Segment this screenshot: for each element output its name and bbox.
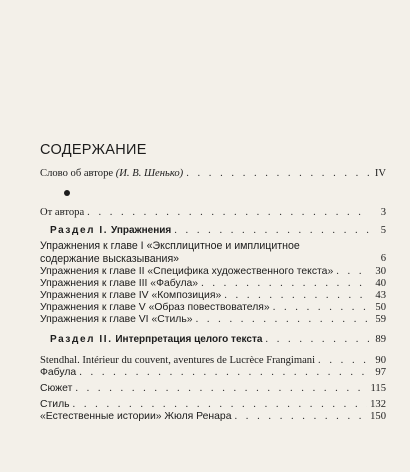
toc-entry-from-author <box>40 207 386 219</box>
page-number: 97 <box>375 367 386 378</box>
toc-section-1 <box>40 225 386 237</box>
page-number: 150 <box>370 411 386 422</box>
toc-entry-chapter-3 <box>40 278 386 290</box>
page-number: 132 <box>370 399 386 410</box>
page-number: 3 <box>380 207 386 218</box>
toc-entry-label: Сюжет <box>40 383 73 394</box>
toc-entry-label: Упражнения к главе IV «Композиция» <box>40 290 222 301</box>
page-number: 43 <box>375 290 386 301</box>
toc-entry-stil <box>40 399 386 411</box>
leader-dots <box>75 383 367 395</box>
preface-label-italic: (И. В. Шенько) <box>115 168 184 179</box>
toc-title: СОДЕРЖАНИЕ <box>40 142 147 158</box>
page-number: 6 <box>380 252 386 264</box>
leader-dots <box>265 334 369 346</box>
page-number: 30 <box>375 266 386 277</box>
section-label <box>50 225 171 237</box>
toc-entry-stendhal <box>40 355 386 367</box>
toc-entry-label: Стиль <box>40 399 70 410</box>
page-number: 115 <box>370 383 386 394</box>
leader-dots <box>318 355 369 367</box>
leader-dots <box>235 411 368 423</box>
toc-entry-chapter-6 <box>40 314 386 326</box>
toc-entry-label: «Естественные истории» Жюля Ренара <box>40 411 232 422</box>
leader-dots <box>201 278 369 290</box>
leader-dots <box>336 266 369 278</box>
page-number: 59 <box>375 314 386 325</box>
bullet-dot <box>64 190 70 196</box>
section-label <box>50 334 262 346</box>
leader-dots <box>186 168 369 180</box>
page-number: IV <box>374 168 386 179</box>
leader-dots <box>79 367 369 379</box>
toc-entry-label: Упражнения к главе II «Специфика художественного текста» <box>40 266 334 277</box>
section-title: Упражнения <box>110 225 172 236</box>
page-number: 50 <box>375 302 386 313</box>
section-number: Раздел I. <box>50 225 109 236</box>
toc-entry-label: Упражнения к главе I «Эксплицитное и имплицитное содержание высказывания» <box>40 240 300 265</box>
toc-entry-fabula <box>40 367 386 379</box>
toc-entry-renard <box>40 411 386 423</box>
page-number: 5 <box>380 225 386 236</box>
toc-entry-label: От автора <box>40 207 85 218</box>
leader-dots <box>73 399 368 411</box>
toc-entry-chapter-2 <box>40 266 386 278</box>
section-title: Интерпретация целого текста <box>115 334 263 345</box>
toc-entry-label: Фабула <box>40 367 77 378</box>
toc-entry-label: Упражнения к главе V «Образ повествователя» <box>40 302 270 313</box>
page-number: 90 <box>375 355 386 366</box>
toc-entry-syuzhet <box>40 383 386 395</box>
section-number: Раздел II. <box>50 334 113 345</box>
preface-label-plain: Слово об авторе <box>40 168 114 179</box>
page-number: 89 <box>375 334 386 345</box>
toc-entry-label: Упражнения к главе III «Фабула» <box>40 278 199 289</box>
leader-dots <box>224 290 369 302</box>
toc-entry-preface <box>40 168 386 180</box>
toc-entry-label <box>40 168 183 180</box>
toc-entry-chapter-5 <box>40 302 386 314</box>
toc-entry-label: Упражнения к главе VI «Стиль» <box>40 314 193 325</box>
page-number: 40 <box>375 278 386 289</box>
toc-entry-chapter-4 <box>40 290 386 302</box>
toc-entry-label: Stendhal. Intérieur du couvent, aventures de Lucrèce Frangimani <box>40 355 316 366</box>
toc-section-2 <box>40 334 386 346</box>
toc-entry-chapter-1 <box>40 240 386 265</box>
leader-dots <box>174 225 369 237</box>
leader-dots <box>196 314 369 326</box>
leader-dots <box>273 302 369 314</box>
leader-dots <box>87 207 369 219</box>
